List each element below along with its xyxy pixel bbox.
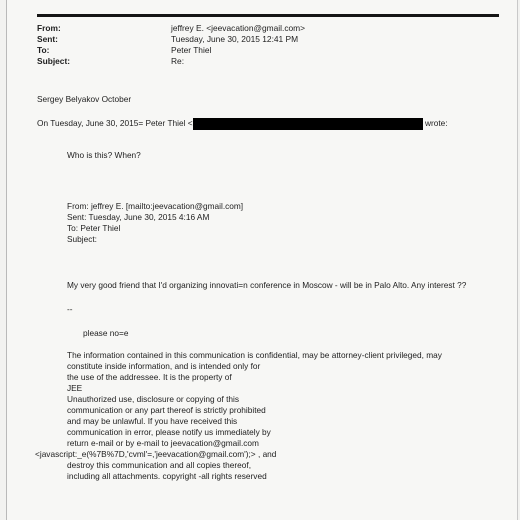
disclaimer-line: constitute inside information, and is intended only for: [67, 361, 261, 371]
document-page: [6, 0, 518, 520]
greeting-line: Sergey Belyakov October: [37, 94, 132, 104]
disclaimer-line: communication or any part thereof is strictly prohibited: [67, 405, 266, 415]
disclaimer-line: destroy this communication and all copies thereof,: [67, 460, 252, 470]
disclaimer-line: <javascript:_e(%7B%7D,'cvml'=,'jeevacation@gmail.com');> , and: [35, 449, 277, 459]
reply-text: Who is this? When?: [67, 150, 141, 160]
forwarded-sent: Sent: Tuesday, June 30, 2015 4:16 AM: [67, 212, 210, 222]
sent-value: Tuesday, June 30, 2015 12:41 PM: [171, 34, 299, 44]
header-rule: [37, 14, 499, 17]
to-value: Peter Thiel: [171, 45, 212, 55]
forwarded-subject: Subject:: [67, 234, 97, 244]
redaction-bar: [193, 118, 423, 130]
quote-intro-before: On Tuesday, June 30, 2015= Peter Thiel <: [37, 118, 193, 128]
disclaimer-line: and may be unlawful. If you have received this: [67, 416, 238, 426]
forwarded-to: To: Peter Thiel: [67, 223, 121, 233]
disclaimer-line: Unauthorized use, disclosure or copying of this: [67, 394, 240, 404]
subject-label: Subject:: [37, 56, 71, 66]
disclaimer-line: communication in error, please notify us immediately by: [67, 427, 271, 437]
header-to-row: [37, 45, 211, 56]
header-from-row: [37, 23, 305, 34]
disclaimer-line: the use of the addressee. It is the property of: [67, 372, 232, 382]
quote-intro-after: wrote:: [425, 118, 448, 128]
message-text: My very good friend that I'd organizing innovati=n conference in Moscow - will be in Palo Alto. Any interest ??: [67, 280, 467, 290]
header-subject-row: [37, 56, 184, 67]
forwarded-from: From: jeffrey E. [mailto:jeevacation@gmail.com]: [67, 201, 244, 211]
from-value: jeffrey E. <jeevacation@gmail.com>: [171, 23, 306, 33]
sent-label: Sent:: [37, 34, 58, 44]
disclaimer-line: The information contained in this communication is confidential, may be attorney-client privileged, may: [67, 350, 442, 360]
signoff-text: please no=e: [83, 328, 129, 338]
disclaimer-line: JEE: [67, 383, 83, 393]
from-label: From:: [37, 23, 61, 33]
disclaimer-line: including all attachments. copyright -all rights reserved: [67, 471, 267, 481]
to-label: To:: [37, 45, 50, 55]
disclaimer-line: return e-mail or by e-mail to jeevacation@gmail.com: [67, 438, 259, 448]
header-sent-row: [37, 34, 298, 45]
separator-dashes: --: [67, 304, 73, 314]
subject-value: Re:: [171, 56, 185, 66]
